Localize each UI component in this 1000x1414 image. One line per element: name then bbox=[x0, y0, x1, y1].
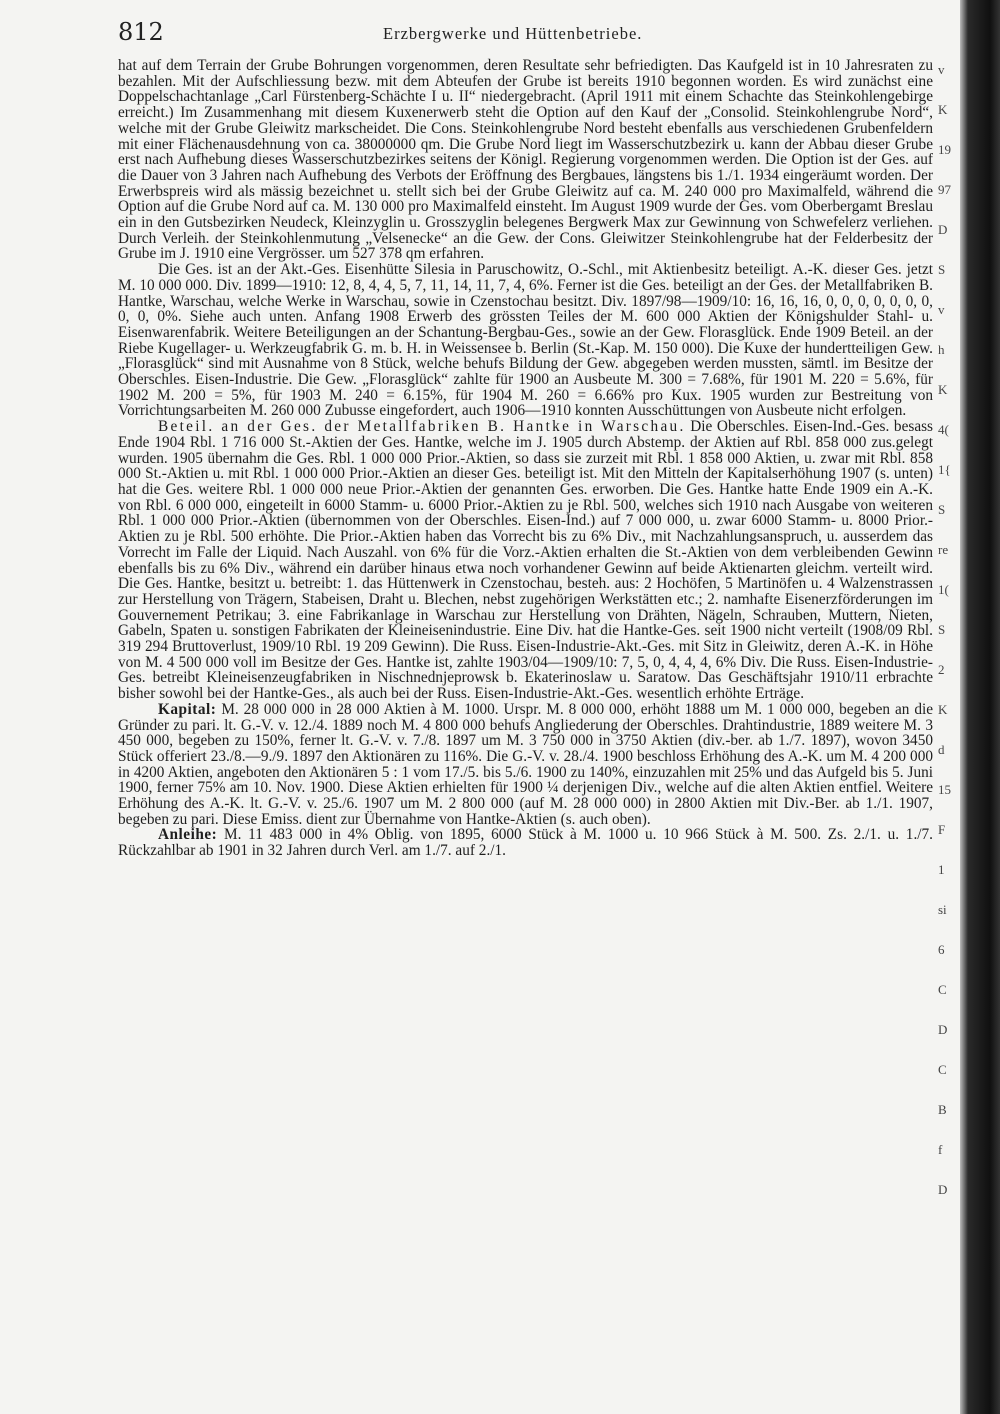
margin-fragment: 2 bbox=[938, 662, 945, 677]
margin-fragment: D bbox=[938, 1022, 948, 1037]
margin-fragment: D bbox=[938, 222, 948, 237]
section-lead-hantke: Beteil. an der Ges. der Metallfabriken B. Hantke in Warschau. bbox=[158, 418, 686, 436]
margin-fragment: C bbox=[938, 982, 947, 997]
margin-fragment: re bbox=[938, 542, 949, 557]
margin-fragment: 4( bbox=[938, 422, 949, 437]
margin-fragment: F bbox=[938, 822, 946, 837]
body-text bbox=[118, 58, 933, 859]
margin-fragment: S bbox=[938, 622, 946, 637]
margin-fragment: K bbox=[938, 702, 948, 717]
page-number: 812 bbox=[118, 18, 164, 46]
margin-fragment: 6 bbox=[938, 942, 945, 957]
adjacent-page-margin bbox=[938, 60, 960, 1220]
margin-fragment: f bbox=[938, 1142, 943, 1157]
anleihe-text: M. 11 483 000 in 4% Oblig. von 1895, 6000 Stück à M. 1000 u. 10 966 Stück à M. 500. Zs. 2./1. u. 1./7. Rückzahlbar ab 1901 in 32 Jahren durch Verl. am 1./7. auf 2./1. bbox=[118, 826, 934, 860]
margin-fragment: 1 bbox=[938, 862, 945, 877]
margin-fragment: S bbox=[938, 262, 946, 277]
margin-fragment: v bbox=[938, 302, 945, 317]
paragraph-hantke-text: Die Oberschles. Eisen-Ind.-Ges. besass Ende 1904 Rbl. 1 716 000 St.-Aktien der Ges. Hantke, welche im J. 1905 durch Abstemp. der Aktien auf Rbl. 858 000 zus.gelegt wurden. 1905 übernahm die Ges. Rbl. 1 000 000 Prior.-Aktien, so dass sie zurzeit mit Rbl. 1 858 000 Aktien, u. zwar mit Rbl. 858 000 St.-Aktien u. mit Rbl. 1 000 000 Prior.-Aktien an dieser Ges. beteiligt ist. Mit den Mitteln der Kapitalserhöhung 1907 (s. unten) hat die Ges. weitere Rbl. 1 000 000 neue Prior.-Aktien der genannten Ges. erworben. Die Ges. Hantke hatte Ende 1909 ein A.-K. von Rbl. 6 000 000, eingeteilt in 6000 Stamm- u. 6000 Prior.-Aktien zu je Rbl. 500, welches sich 1910 nach Ausgabe von weiteren Rbl. 1 000 000 Prior.-Aktien (übernommen von der Oberschles. Eisen-Ind.) auf 7 000 000, u. zwar 6000 Stamm- u. 8000 Prior.-Aktien zu je Rbl. 500 erhöhte. Die Prior.-Aktien haben das Vorrecht bis zu 6% Div., mit Nachzahlungsanspruch, u. ausserdem das Vorrecht im Falle der Liquid. Nach Auszahl. von 6% für die Vorz.-Aktien erhalten die St.-Aktien von dem verbleibenden Gewinn ebenfalls bis zu 6% Div., während ein darüber hinaus etwa noch vorhandener Gewinn auf beide Aktienarten gleichm. verteilt wird. Die Ges. Hantke, besitzt u. betreibt: 1. das Hüttenwerk in Czenstochau, besteh. aus: 2 Hochöfen, 5 Martinöfen u. 4 Walzenstrassen zur Herstellung von Trägern, Stabeisen, Draht u. Blechen, nebst zugehörigen Werkstätten etc.; 2. namhafte Eisenerzförderungen im Gouvernement Petrikau; 3. eine Fabrikanlage in Warschau zur Herstellung von Drähten, Nägeln, Schrauben, Muttern, Nieten, Gabeln, Spaten u. sonstigen Fabrikaten der Kleineisenindustrie. Eine Div. hat die Hantke-Ges. seit 1900 nicht verteilt (1908/09 Rbl. 319 294 Bruttoverlust, 1909/10 Rbl. 19 209 Gewinn). Die Russ. Eisen-Industrie-Akt.-Ges. mit Sitz in Gleiwitz, deren A.-K. in Höhe von M. 4 500 000 voll im Besitze der Ges. Hantke ist, zahlte 1903/04—1909/10: 7, 5, 0, 4, 4, 4, 6% Div. Die Russ. Eisen-Industrie-Ges. betreibt Kleineisenzeugfabriken in Nischnednjeprowsk b. Ekaterinoslaw u. Saratow. Das Geschäftsjahr 1910/11 erbrachte bisher sowohl bei der Hantke-Ges., als auch bei der Russ. Eisen-Industrie-Akt.-Ges. wesentlich erhöhte Erträge. bbox=[118, 418, 934, 703]
binding-shadow bbox=[960, 0, 1000, 1414]
margin-fragment: B bbox=[938, 1102, 947, 1117]
page-header bbox=[118, 14, 938, 50]
margin-fragment: d bbox=[938, 742, 945, 757]
paragraph-kapital bbox=[118, 702, 933, 828]
kapital-text: M. 28 000 000 in 28 000 Aktien à M. 1000. Urspr. M. 8 000 000, erhöht 1888 um M. 1 000 000, begeben an die Gründer zu pari. lt. G.-V. v. 12./4. 1889 noch M. 4 800 000 behufs Angliederung der Oberschles. Drahtindustrie, 1889 weitere M. 3 450 000, begeben zu 150%, ferner lt. G.-V. v. 7./8. 1897 um M. 3 750 000 in 3750 Aktien (div.-ber. ab 1./7. 1897), wovon 3450 Stück offeriert 23./8.—9./9. 1897 den Aktionären zu 116%. Die G.-V. v. 28./4. 1900 beschloss Erhöhung des A.-K. um M. 4 200 000 in 4200 Aktien, angeboten den Aktionären 5 : 1 vom 17./5. bis 5./6. 1900 zu 140%, einzuzahlen mit 25% und das Aufgeld bis 5. Juni 1900, ferner 75% am 10. Nov. 1900. Diese Aktien erhielten für 1900 ¼ derjenigen Div., welche auf die alten Aktien entfiel. Weitere Erhöhung des A.-K. lt. G.-V. v. 25./6. 1907 um M. 2 800 000 (auf M. 28 000 000) in 2800 Aktien mit Div.-Ber. ab 1./1. 1907, begeben zu pari. Diese Emiss. dient zur Übernahme von Hantke-Aktien (s. auch oben). bbox=[118, 700, 934, 828]
running-title: Erzbergwerke und Hüttenbetriebe. bbox=[383, 24, 643, 43]
anleihe-label: Anleihe: bbox=[158, 826, 218, 844]
kapital-label: Kapital: bbox=[158, 700, 217, 718]
margin-fragment: v bbox=[938, 62, 945, 77]
margin-fragment: D bbox=[938, 1182, 948, 1197]
margin-fragment: 19 bbox=[938, 142, 951, 157]
margin-fragment: si bbox=[938, 902, 947, 917]
margin-fragment: 1{ bbox=[938, 462, 951, 477]
margin-fragment: C bbox=[938, 1062, 947, 1077]
margin-fragment: 15 bbox=[938, 782, 951, 797]
paragraph-hantke bbox=[118, 419, 933, 702]
paragraph-anleihe bbox=[118, 827, 933, 858]
paragraph-beteiligungen: Die Ges. ist an der Akt.-Ges. Eisenhütte Silesia in Paruschowitz, O.-Schl., mit Aktienbesitz beteiligt. A.-K. dieser Ges. jetzt M. 10 000 000. Div. 1899—1910: 12, 8, 4, 4, 5, 7, 11, 14, 11, 7, 4, 6%. Ferner ist die Ges. beteiligt an der Ges. der Metallfabriken B. Hantke, Warschau, welche Werke in Warschau, sowie in Czenstochau besitzt. Div. 1897/98—1909/10: 16, 16, 16, 0, 0, 0, 0, 0, 0, 0, 0, 0, 0%. Siehe auch unten. Anfang 1908 Erwerb des grössten Teiles der M. 600 000 Aktien der Königshulder Stahl- u. Eisenwarenfabrik. Weitere Beteiligungen an der Schantung-Bergbau-Ges., sowie an der Gew. Florasglück. Ende 1909 Beteil. an der Riebe Kugellager- u. Werkzeugfabrik G. m. b. H. in Weissensee b. Berlin (St.-Kap. M. 150 000). Die Kuxe der hundertteiligen Gew. „Florasglück“ sind mit Ausnahme von 8 Stück, welche behufs Bildung der Gew. abgegeben werden mussten, sämtl. im Besitze der Oberschles. Eisen-Industrie. Die Gew. „Florasglück“ zahlte für 1900 an Ausbeute M. 300 = 7.68%, für 1901 M. 220 = 5.6%, für 1902 M. 200 = 5%, für 1903 M. 240 = 6.15%, für 1904 M. 260 = 6.66% pro Kux. 1905 wurden zur Bestreitung von Vorrichtungsarbeiten M. 260 000 Zubusse eingefordert, auch 1906—1910 konnten Ausschüttungen von Ausbeute nicht erfolgen. bbox=[118, 261, 933, 420]
margin-fragment: S bbox=[938, 502, 946, 517]
margin-fragment: h bbox=[938, 342, 945, 357]
margin-fragment: 1( bbox=[938, 582, 949, 597]
margin-fragment: K bbox=[938, 102, 948, 117]
margin-fragment: 97 bbox=[938, 182, 951, 197]
margin-fragment: K bbox=[938, 382, 948, 397]
paragraph-grube-gleiwitz: hat auf dem Terrain der Grube Bohrungen vorgenommen, deren Resultate sehr befriedigten. Das Kaufgeld ist in 10 Jahresraten zu bezahlen. Mit der Aufschliessung bezw. mit dem Abteufen der Grube ist bereits 1910 begonnen worden. Es wird zunächst eine Doppelschachtanlage „Carl Fürstenberg-Schächte I u. II“ niedergebracht. (April 1911 mit einem Schachte das Steinkohlengebirge erreicht.) Im Zusammenhang mit diesem Kuxenerwerb steht die Option auf den Kauf der „Consolid. Steinkohlengrube Nord“, welche mit der Grube Gleiwitz markscheidet. Die Cons. Steinkohlengrube Nord besteht ebenfalls aus verschiedenen Grubenfeldern mit einer Flächenausdehnung von ca. 38000000 qm. Die Grube Nord liegt im Wasserschutzbezirk u. kann der Abbau dieser Grube erst nach Aufhebung dieses Wasserschutzbezirkes seitens der Königl. Regierung vorgenommen werden. Die Option ist der Ges. auf die Dauer von 3 Jahren nach Aufhebung des Verbots der Eröffnung des Bergbaues, längstens bis 1./1. 1934 eingeräumt worden. Der Erwerbspreis wird als mässig bezeichnet u. stellt sich bei der Grube Gleiwitz auf ca. M. 240 000 pro Maximalfeld, während die Option auf die Grube Nord auf ca. M. 130 000 pro Maximalfeld einsteht. Im August 1909 wurde der Ges. vom Oberbergamt Breslau ein in den Gutsbezirken Neudeck, Kleinzyglin u. Grosszyglin belegenes Bergwerk Max zur Gewinnung von Schwefelerz verliehen. Durch Verleih. der Steinkohlenmutung „Velsenecke“ an die Gew. der Cons. Gleiwitzer Steinkohlengrube hat der Felderbesitz der Grube im J. 1910 eine Vergrösser. um 527 378 qm erfahren. bbox=[118, 57, 933, 263]
